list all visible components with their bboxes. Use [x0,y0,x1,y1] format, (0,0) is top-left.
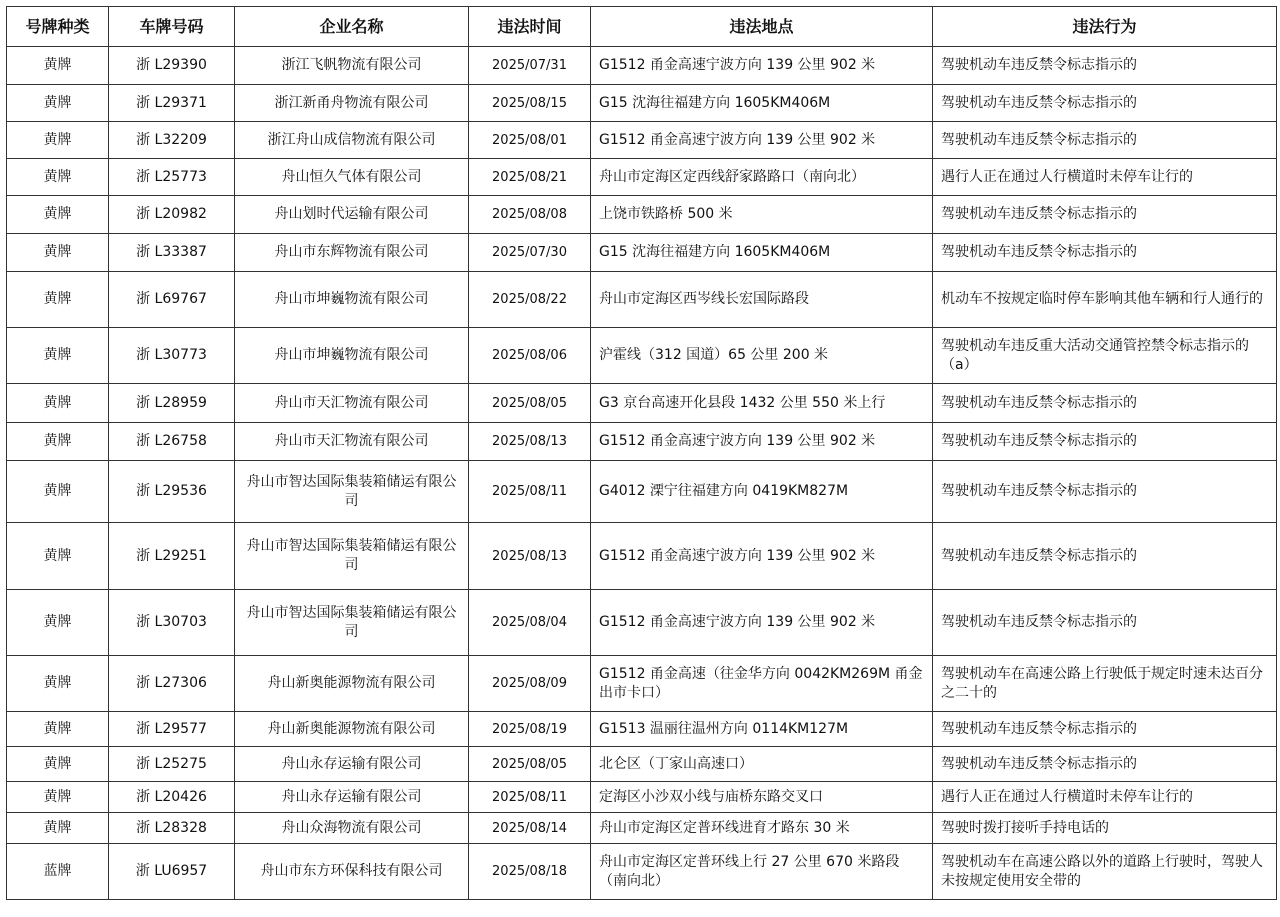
violation-behavior-cell: 驾驶机动车违反禁令标志指示的 [933,712,1277,747]
table-row [7,47,1277,85]
company-name-cell: 舟山市坤巍物流有限公司 [235,272,469,328]
table-row [7,813,1277,844]
table-row [7,523,1277,590]
violation-location-cell: G15 沈海往福建方向 1605KM406M [591,234,933,272]
company-name-cell: 舟山市智达国际集装箱储运有限公司 [235,461,469,523]
header-violation-time: 违法时间 [469,7,591,47]
violation-location-cell: 沪霍线（312 国道）65 公里 200 米 [591,328,933,384]
plate-number-cell: 浙 L27306 [109,656,235,712]
violation-location-cell: G1513 温丽往温州方向 0114KM127M [591,712,933,747]
violation-location-cell: G1512 甬金高速宁波方向 139 公里 902 米 [591,590,933,656]
violation-table [6,6,1277,900]
plate-number-cell: 浙 LU6957 [109,844,235,900]
plate-number-cell: 浙 L20982 [109,196,235,234]
plate-type-cell: 黄牌 [7,47,109,85]
violation-time-cell: 2025/08/11 [469,782,591,813]
violation-behavior-cell: 驾驶机动车违反禁令标志指示的 [933,85,1277,122]
company-name-cell: 浙江飞帆物流有限公司 [235,47,469,85]
violation-time-cell: 2025/08/06 [469,328,591,384]
violation-behavior-cell: 机动车不按规定临时停车影响其他车辆和行人通行的 [933,272,1277,328]
company-name-cell: 舟山划时代运输有限公司 [235,196,469,234]
violation-behavior-cell: 驾驶机动车违反禁令标志指示的 [933,196,1277,234]
violation-time-cell: 2025/08/13 [469,523,591,590]
company-name-cell: 舟山市天汇物流有限公司 [235,384,469,423]
plate-number-cell: 浙 L30703 [109,590,235,656]
plate-type-cell: 黄牌 [7,85,109,122]
plate-type-cell: 黄牌 [7,196,109,234]
violation-time-cell: 2025/08/08 [469,196,591,234]
violation-location-cell: G15 沈海往福建方向 1605KM406M [591,85,933,122]
plate-type-cell: 黄牌 [7,122,109,159]
violation-time-cell: 2025/08/13 [469,423,591,461]
violation-time-cell: 2025/08/14 [469,813,591,844]
plate-number-cell: 浙 L32209 [109,122,235,159]
plate-type-cell: 黄牌 [7,272,109,328]
table-header-row [7,7,1277,47]
company-name-cell: 舟山市智达国际集装箱储运有限公司 [235,590,469,656]
plate-type-cell: 黄牌 [7,813,109,844]
plate-number-cell: 浙 L30773 [109,328,235,384]
table-row [7,122,1277,159]
table-row [7,272,1277,328]
plate-type-cell: 蓝牌 [7,844,109,900]
violation-location-cell: 北仑区（丁家山高速口） [591,747,933,782]
plate-number-cell: 浙 L29371 [109,85,235,122]
violation-behavior-cell: 驾驶机动车违反禁令标志指示的 [933,47,1277,85]
plate-number-cell: 浙 L28959 [109,384,235,423]
company-name-cell: 舟山市东辉物流有限公司 [235,234,469,272]
company-name-cell: 浙江舟山成信物流有限公司 [235,122,469,159]
plate-type-cell: 黄牌 [7,712,109,747]
plate-type-cell: 黄牌 [7,656,109,712]
company-name-cell: 舟山市天汇物流有限公司 [235,423,469,461]
company-name-cell: 舟山市东方环保科技有限公司 [235,844,469,900]
violation-location-cell: G1512 甬金高速（往金华方向 0042KM269M 甬金出市卡口） [591,656,933,712]
table-row [7,712,1277,747]
company-name-cell: 舟山新奥能源物流有限公司 [235,712,469,747]
plate-type-cell: 黄牌 [7,423,109,461]
table-row [7,461,1277,523]
table-row [7,234,1277,272]
plate-number-cell: 浙 L29390 [109,47,235,85]
company-name-cell: 舟山新奥能源物流有限公司 [235,656,469,712]
company-name-cell: 浙江新甬舟物流有限公司 [235,85,469,122]
violation-time-cell: 2025/08/18 [469,844,591,900]
table-row [7,328,1277,384]
plate-number-cell: 浙 L25773 [109,159,235,196]
violation-behavior-cell: 驾驶机动车违反禁令标志指示的 [933,384,1277,423]
violation-behavior-cell: 驾驶机动车违反重大活动交通管控禁令标志指示的（a） [933,328,1277,384]
violation-behavior-cell: 驾驶机动车违反禁令标志指示的 [933,122,1277,159]
company-name-cell: 舟山永存运输有限公司 [235,747,469,782]
violation-time-cell: 2025/08/05 [469,384,591,423]
table-row [7,782,1277,813]
plate-type-cell: 黄牌 [7,234,109,272]
plate-number-cell: 浙 L20426 [109,782,235,813]
violation-time-cell: 2025/08/01 [469,122,591,159]
plate-type-cell: 黄牌 [7,782,109,813]
plate-type-cell: 黄牌 [7,159,109,196]
violation-location-cell: 定海区小沙双小线与庙桥东路交叉口 [591,782,933,813]
violation-behavior-cell: 驾驶机动车违反禁令标志指示的 [933,590,1277,656]
violation-location-cell: G3 京台高速开化县段 1432 公里 550 米上行 [591,384,933,423]
table-body [7,47,1277,900]
violation-location-cell: G4012 溧宁往福建方向 0419KM827M [591,461,933,523]
table-row [7,423,1277,461]
violation-behavior-cell: 驾驶机动车在高速公路以外的道路上行驶时，驾驶人未按规定使用安全带的 [933,844,1277,900]
violation-time-cell: 2025/07/31 [469,47,591,85]
plate-number-cell: 浙 L29251 [109,523,235,590]
plate-number-cell: 浙 L29577 [109,712,235,747]
plate-number-cell: 浙 L29536 [109,461,235,523]
plate-type-cell: 黄牌 [7,384,109,423]
table-row [7,590,1277,656]
header-plate-number: 车牌号码 [109,7,235,47]
plate-type-cell: 黄牌 [7,747,109,782]
plate-type-cell: 黄牌 [7,461,109,523]
violation-time-cell: 2025/08/04 [469,590,591,656]
header-company-name: 企业名称 [235,7,469,47]
violation-location-cell: G1512 甬金高速宁波方向 139 公里 902 米 [591,523,933,590]
violation-behavior-cell: 驾驶机动车违反禁令标志指示的 [933,461,1277,523]
violation-behavior-cell: 驾驶机动车违反禁令标志指示的 [933,423,1277,461]
header-plate-type: 号牌种类 [7,7,109,47]
violation-time-cell: 2025/08/09 [469,656,591,712]
violation-behavior-cell: 驾驶机动车违反禁令标志指示的 [933,234,1277,272]
violation-behavior-cell: 遇行人正在通过人行横道时未停车让行的 [933,782,1277,813]
plate-type-cell: 黄牌 [7,328,109,384]
plate-type-cell: 黄牌 [7,590,109,656]
violation-location-cell: 上饶市铁路桥 500 米 [591,196,933,234]
plate-number-cell: 浙 L25275 [109,747,235,782]
violation-location-cell: 舟山市定海区定普环线上行 27 公里 670 米路段（南向北） [591,844,933,900]
plate-number-cell: 浙 L26758 [109,423,235,461]
violation-behavior-cell: 驾驶时拨打接听手持电话的 [933,813,1277,844]
table-row [7,384,1277,423]
violation-time-cell: 2025/08/22 [469,272,591,328]
violation-time-cell: 2025/08/21 [469,159,591,196]
violation-location-cell: G1512 甬金高速宁波方向 139 公里 902 米 [591,47,933,85]
table-row [7,85,1277,122]
table-row [7,656,1277,712]
table-row [7,747,1277,782]
plate-number-cell: 浙 L69767 [109,272,235,328]
header-violation-location: 违法地点 [591,7,933,47]
violation-behavior-cell: 遇行人正在通过人行横道时未停车让行的 [933,159,1277,196]
table-row [7,159,1277,196]
table-row [7,844,1277,900]
company-name-cell: 舟山市坤巍物流有限公司 [235,328,469,384]
company-name-cell: 舟山恒久气体有限公司 [235,159,469,196]
plate-number-cell: 浙 L28328 [109,813,235,844]
violation-location-cell: 舟山市定海区定普环线进育才路东 30 米 [591,813,933,844]
violation-location-cell: G1512 甬金高速宁波方向 139 公里 902 米 [591,122,933,159]
violation-table-container [6,6,1276,900]
violation-location-cell: 舟山市定海区定西线舒家路路口（南向北） [591,159,933,196]
header-violation-behavior: 违法行为 [933,7,1277,47]
violation-time-cell: 2025/08/05 [469,747,591,782]
violation-time-cell: 2025/08/11 [469,461,591,523]
violation-time-cell: 2025/07/30 [469,234,591,272]
violation-location-cell: 舟山市定海区西岑线长宏国际路段 [591,272,933,328]
plate-number-cell: 浙 L33387 [109,234,235,272]
violation-behavior-cell: 驾驶机动车违反禁令标志指示的 [933,523,1277,590]
violation-location-cell: G1512 甬金高速宁波方向 139 公里 902 米 [591,423,933,461]
company-name-cell: 舟山市智达国际集装箱储运有限公司 [235,523,469,590]
violation-behavior-cell: 驾驶机动车违反禁令标志指示的 [933,747,1277,782]
violation-behavior-cell: 驾驶机动车在高速公路上行驶低于规定时速未达百分之二十的 [933,656,1277,712]
violation-time-cell: 2025/08/15 [469,85,591,122]
company-name-cell: 舟山永存运输有限公司 [235,782,469,813]
table-row [7,196,1277,234]
violation-time-cell: 2025/08/19 [469,712,591,747]
company-name-cell: 舟山众海物流有限公司 [235,813,469,844]
plate-type-cell: 黄牌 [7,523,109,590]
